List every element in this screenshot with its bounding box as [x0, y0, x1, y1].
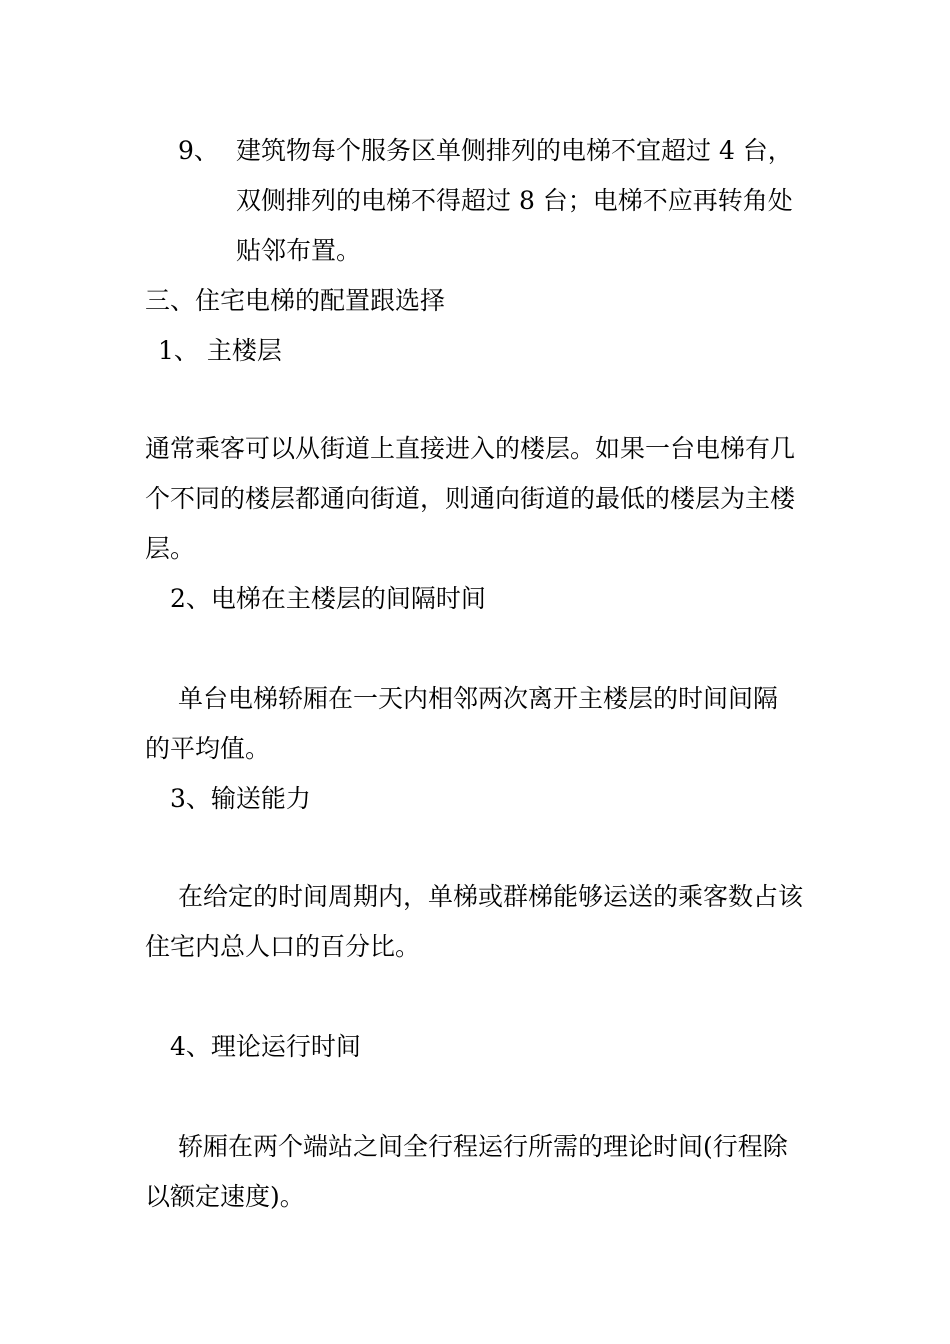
- item-3-paragraph-line-2: 住宅内总人口的百分比。: [145, 932, 421, 961]
- item-1-heading: 1、 主楼层: [158, 336, 282, 365]
- item-1-paragraph-line-2: 个不同的楼层都通向街道，则通向街道的最低的楼层为主楼: [145, 484, 796, 513]
- item-9-line-1: 建筑物每个服务区单侧排列的电梯不宜超过 4 台，: [236, 136, 793, 165]
- item-9-line-2: 双侧排列的电梯不得超过 8 台；电梯不应再转角处: [236, 186, 793, 215]
- item-9-number: 9、: [178, 136, 219, 165]
- item-1-paragraph-line-1: 通常乘客可以从街道上直接进入的楼层。如果一台电梯有几: [145, 434, 796, 463]
- item-3-paragraph-line-1: 在给定的时间周期内，单梯或群梯能够运送的乘客数占该: [178, 882, 804, 911]
- item-1-paragraph-line-3: 层。: [145, 534, 196, 563]
- item-4-paragraph-line-1: 轿厢在两个端站之间全行程运行所需的理论时间(行程除: [178, 1132, 788, 1161]
- item-9-line-3: 贴邻布置。: [236, 236, 362, 265]
- item-2-heading: 2、电梯在主楼层的间隔时间: [170, 584, 486, 613]
- section-3-title: 三、住宅电梯的配置跟选择: [145, 286, 446, 315]
- item-2-paragraph-line-1: 单台电梯轿厢在一天内相邻两次离开主楼层的时间间隔: [178, 684, 779, 713]
- item-4-paragraph-line-2: 以额定速度)。: [145, 1182, 305, 1211]
- item-2-paragraph-line-2: 的平均值。: [145, 734, 271, 763]
- item-4-heading: 4、理论运行时间: [170, 1032, 361, 1061]
- item-3-heading: 3、输送能力: [170, 784, 311, 813]
